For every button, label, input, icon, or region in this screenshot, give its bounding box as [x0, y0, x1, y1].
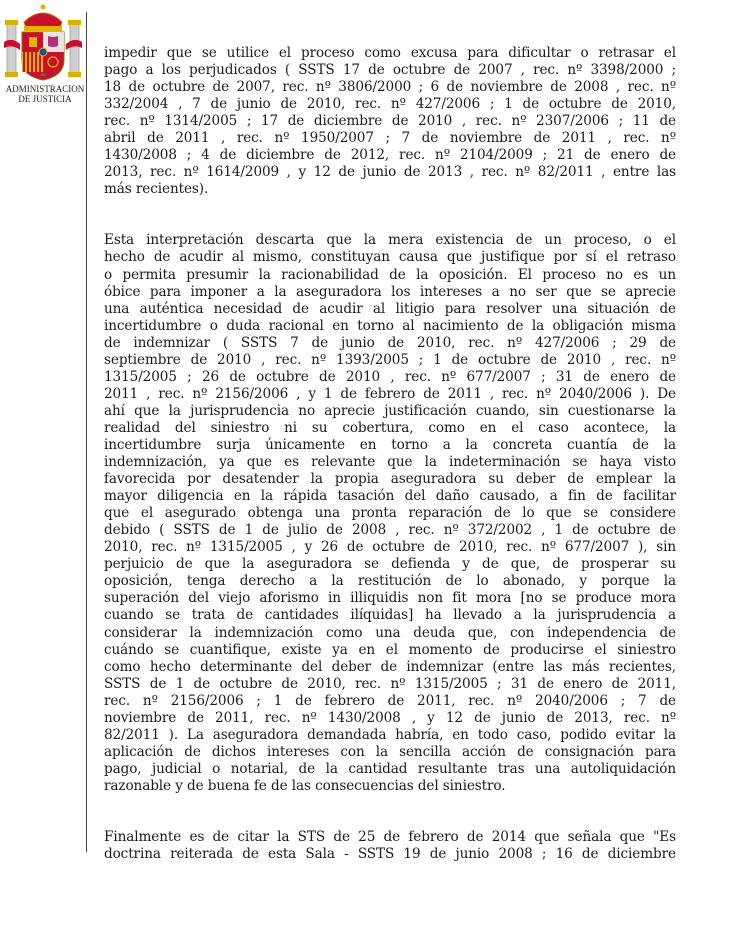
text-line: doctrina reiterada de esta Sala - SSTS 19 de junio 2008 ; 16 de diciembre [104, 846, 676, 863]
text-line: considerar la indemnización como una deuda que, con independencia de [104, 624, 676, 641]
text-line: perjuicio de que la aseguradora se defienda y de que, de prosperar su [104, 556, 676, 573]
coat-of-arms-logo [2, 2, 84, 102]
text-line: mayor diligencia en la rápida tasación del daño causado, a fin de facilitar [104, 488, 676, 505]
text-line: abril de 2011 , rec. nº 1950/2007 ; 7 de noviembre de 2011 , rec. nº [104, 130, 676, 147]
text-line: más recientes). [104, 181, 209, 198]
text-line: noviembre de 2011, rec. nº 1430/2008 , y 12 de junio de 2013, rec. nº [104, 709, 676, 726]
text-line: una auténtica necesidad de acudir al litigio para resolver una situación de [104, 300, 676, 317]
paragraph-2 [104, 232, 676, 795]
paragraph-1 [104, 45, 676, 198]
text-line: Finalmente es de citar la STS de 25 de febrero de 2014 que señala que "Es [104, 828, 676, 845]
text-line: 18 de octubre de 2007, rec. nº 3806/2000 ; 6 de noviembre de 2008 , rec. nº [104, 79, 676, 96]
text-line: oposición, tenga derecho a la restitución de lo abonado, y porque la [104, 573, 676, 590]
text-line: septiembre de 2010 , rec. nº 1393/2005 ; 1 de octubre de 2010 , rec. nº [104, 351, 676, 368]
text-line: o permita presumir la racionabilidad de la oposición. El proceso no es un [104, 266, 676, 283]
seal-caption-line2: DE JUSTICIA [18, 94, 72, 104]
text-line: impedir que se utilice el proceso como excusa para dificultar o retrasar el [104, 45, 676, 61]
text-line: SSTS de 1 de octubre de 2010, rec. nº 1315/2005 ; 31 de enero de 2011, [104, 675, 676, 692]
text-line: cuando se trata de cantidades ilíquidas] ha llevado a la jurisprudencia a [104, 607, 676, 624]
seal-caption-line1: ADMINISTRACION [5, 84, 85, 94]
text-line: que el asegurado obtenga una pronta reparación de lo que se considere [104, 505, 676, 522]
text-line: óbice para imponer a la aseguradora los intereses a no ser que se aprecie [104, 283, 676, 300]
document-body [104, 45, 676, 863]
text-line: superación del viejo aforismo in illiquidis non fit mora [no se produce mora [104, 590, 676, 607]
text-line: 2010, rec. nº 1315/2005 , y 26 de octubre de 2010, rec. nº 677/2007 ), sin [104, 539, 676, 556]
spain-coat-of-arms-icon [2, 2, 84, 84]
text-line: aplicación de dichos intereses con la sencilla acción de consignación para [104, 743, 676, 760]
text-line: 82/2011 ). La aseguradora demandada habría, en todo caso, podido evitar la [104, 726, 676, 743]
text-line: razonable y de buena fe de las consecuencias del siniestro. [104, 777, 506, 794]
text-line: realidad del siniestro ni su cobertura, como en el caso acontece, la [104, 419, 676, 436]
text-line: 2011 , rec. nº 2156/2006 , y 1 de febrero de 2011 , rec. nº 2040/2006 ). De [104, 385, 676, 402]
text-line: hecho de acudir al mismo, constituyan causa que justifique por sí el retraso [104, 249, 676, 266]
text-line: 1430/2008 ; 4 de diciembre de 2012, rec. nº 2104/2009 ; 21 de enero de [104, 147, 676, 164]
text-line: favorecida por desatender la propia aseguradora su deber de emplear la [104, 471, 676, 488]
margin-rule [86, 12, 87, 852]
text-line: 332/2004 , 7 de junio de 2010, rec. nº 427/2006 ; 1 de octubre de 2010, [104, 96, 676, 113]
text-line: indemnización, ya que es relevante que la indeterminación se haya visto [104, 454, 676, 471]
text-line: ahí que la jurisprudencia no aprecie justificación cuando, sin cuestionarse la [104, 402, 676, 419]
text-line: rec. nº 1314/2005 ; 17 de diciembre de 2010 , rec. nº 2307/2006 ; 11 de [104, 113, 676, 130]
text-line: 1315/2005 ; 26 de octubre de 2010 , rec. nº 677/2007 ; 31 de enero de [104, 368, 676, 385]
text-line: incertidumbre surja únicamente en torno a la concreta cuantía de la [104, 436, 676, 453]
text-line: pago a los perjudicados ( SSTS 17 de octubre de 2007 , rec. nº 3398/2000 ; [104, 62, 676, 79]
text-line: 2013, rec. nº 1614/2009 , y 12 de junio de 2013 , rec. nº 82/2011 , entre las [104, 164, 676, 181]
text-line: debido ( SSTS de 1 de julio de 2008 , rec. nº 372/2002 , 1 de octubre de [104, 522, 676, 539]
text-line: Esta interpretación descarta que la mera existencia de un proceso, o el [104, 232, 676, 249]
paragraph-3 [104, 829, 676, 863]
text-line: rec. nº 2156/2006 ; 1 de febrero de 2011, rec. nº 2040/2006 ; 7 de [104, 692, 676, 709]
text-line: de indemnizar ( SSTS 7 de junio de 2010, rec. nº 427/2006 ; 29 de [104, 334, 676, 351]
text-line: incertidumbre o duda racional en torno al nacimiento de la obligación misma [104, 317, 676, 334]
text-line: cuándo se cuantifique, existe ya en el momento de producirse el siniestro [104, 641, 676, 658]
text-line: como hecho determinante del deber de indemnizar (entre las más recientes, [104, 658, 676, 675]
text-line: pago, judicial o notarial, de la cantidad resultante tras una autoliquidación [104, 760, 676, 777]
